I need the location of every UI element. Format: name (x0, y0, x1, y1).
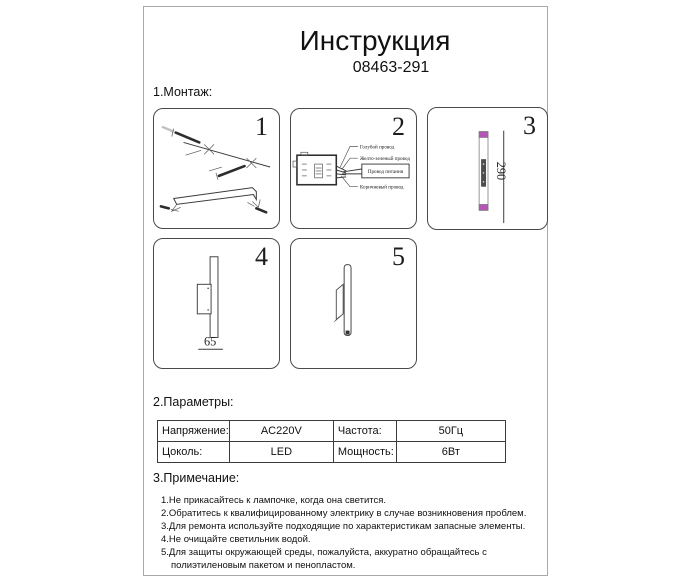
step-number-3: 3 (523, 111, 536, 140)
montage-heading: 1.Монтаж: (153, 85, 213, 99)
montage-step-3-panel (427, 107, 548, 230)
blue-wire-label: Голубой провод (359, 144, 395, 151)
parameters-table (157, 420, 506, 463)
lamp-end-cap-bottom (479, 204, 488, 210)
dimension-65-label: 65 (203, 334, 217, 349)
param-value-power: 6Вт (396, 442, 505, 463)
notes-heading: 3.Примечание: (153, 471, 240, 485)
montage-step-5-panel (290, 238, 417, 369)
montage-step-4-panel (153, 238, 280, 369)
page-title: Инструкция (299, 25, 451, 56)
param-value-frequency: 50Гц (396, 421, 505, 442)
table-row (158, 442, 506, 463)
bracket-behind (336, 284, 343, 319)
yellow-green-wire-label: Желто-зеленый провод (359, 156, 410, 163)
lamp-tube (344, 265, 351, 336)
model-number: 08463-291 (352, 59, 430, 76)
wall-bracket (197, 284, 211, 314)
step-number-5: 5 (392, 242, 405, 271)
instruction-sheet (143, 6, 548, 576)
note-item-3: 3.Для ремонта используйте подходящие по характеристикам запасные элементы. (161, 521, 526, 532)
dimension-290-label: 290 (493, 161, 508, 181)
brown-wire-label: Коричневый провод (359, 184, 404, 191)
step-number-2: 2 (392, 112, 405, 141)
param-label-voltage: Напряжение: (158, 421, 230, 442)
notes-list (161, 494, 535, 572)
montage-step-2-panel (290, 108, 417, 229)
parameters-heading: 2.Параметры: (153, 395, 234, 409)
montage-step-1-panel (153, 108, 280, 229)
power-wire-label: Провод питания (367, 168, 404, 175)
param-label-power: Мощность: (333, 442, 396, 463)
note-item-5: 5.Для защиты окружающей среды, пожалуйста, аккуратно обращайтесь с полиэтиленовым пакетом и пенопластом. (161, 547, 487, 571)
param-label-frequency: Частота: (333, 421, 396, 442)
param-value-voltage: AC220V (229, 421, 333, 442)
param-value-socket: LED (229, 442, 333, 463)
note-item-4: 4.Не очищайте светильник водой. (161, 534, 311, 545)
table-row (158, 421, 506, 442)
lamp-end-cap-top (479, 132, 488, 138)
step-number-1: 1 (255, 112, 268, 141)
param-label-socket: Цоколь: (158, 442, 230, 463)
note-item-1: 1.Не прикасайтесь к лампочке, когда она светится. (161, 495, 387, 506)
note-item-2: 2.Обратитесь к квалифицированному электрику в случае возникновения проблем. (161, 508, 527, 519)
lamp-tube-tip (346, 331, 350, 335)
step-number-4: 4 (255, 242, 268, 271)
